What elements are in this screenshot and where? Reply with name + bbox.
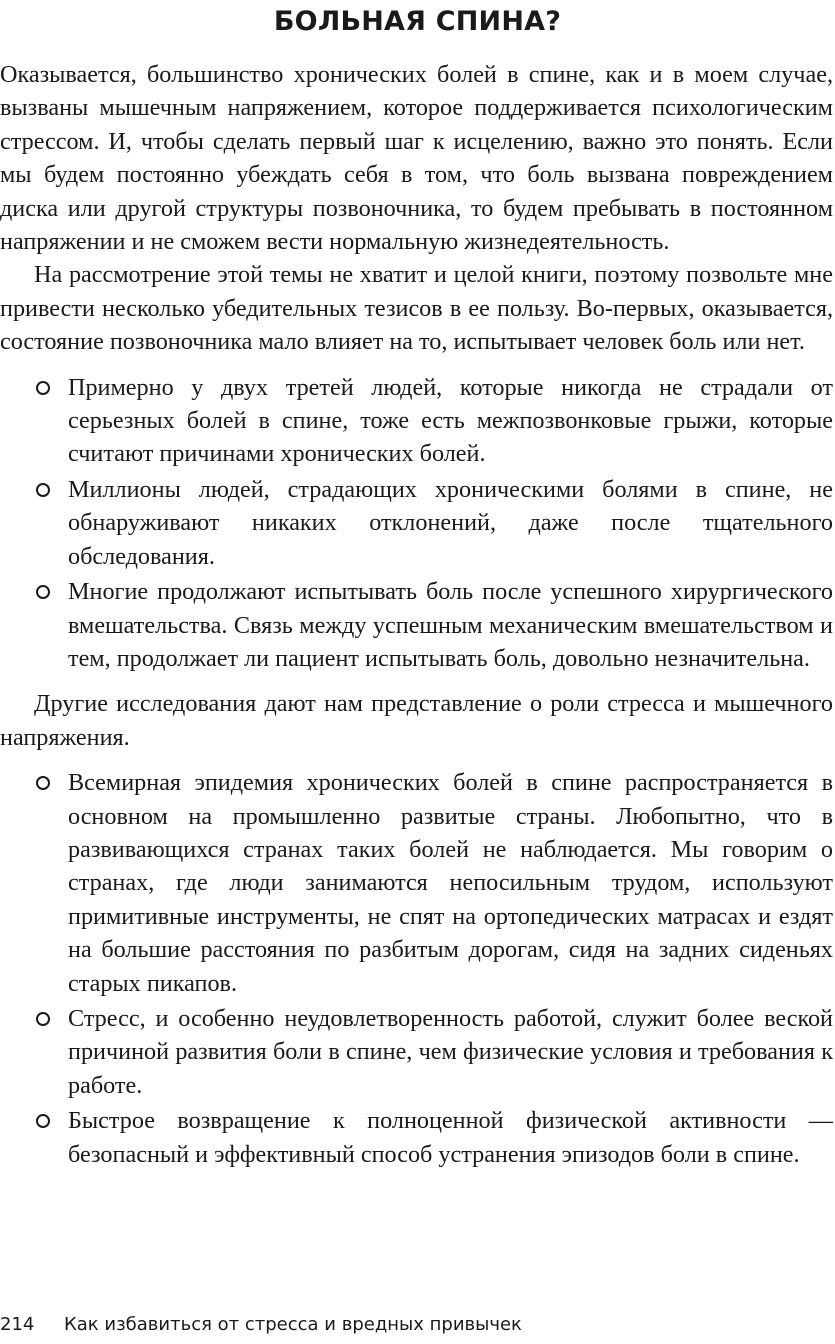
circle-bullet-icon [36,1114,50,1128]
running-title: Как избавиться от стресса и вредных привычек [64,1314,522,1335]
paragraph-2: На рассмотрение этой темы не хватит и целой книги, поэтому позвольте мне привести несколько убедительных тезисов в ее пользу. Во-первых, оказывается, состояние позвоночника мало влияет на то, испытывает человек боль или нет. [0,261,833,356]
circle-bullet-icon [36,483,50,497]
paragraph-3: Другие исследования дают нам представление о роли стресса и мышечного напряжения. [0,690,833,751]
paragraph-1: Оказывается, большинство хронических болей в спине, как и в моем случае, вызваны мышечным напряжением, которое поддерживается психологическим стрессом. И, чтобы сделать первый шаг к исцелению, важно это понять. Если мы будем постоянно убеждать себя в том, что боль вызвана повреждением диска или другой структуры позвоночника, то будем пребывать в постоянном напряжении и не сможем вести нормальную жизнедеятельность. [0,61,833,256]
circle-bullet-icon [36,1012,50,1026]
page-footer [0,1313,835,1337]
list-item [0,1104,833,1171]
circle-bullet-icon [36,381,50,395]
section-heading: БОЛЬНАЯ СПИНА? [273,6,562,37]
list-item [0,371,833,471]
list-item [0,1002,833,1102]
list-item-text: Примерно у двух третей людей, которые никогда не страдали от серьезных болей в спине, тоже есть межпозвонковые грыжи, которые считают причинами хронических болей. [68,373,833,468]
circle-bullet-icon [36,776,50,790]
list-item [0,473,833,573]
body-text [0,58,833,1173]
page-number: 214 [0,1314,35,1335]
list-item [0,575,833,675]
circle-bullet-icon [36,585,50,599]
bullet-list-2 [0,766,833,1171]
list-item-text: Многие продолжают испытывать боль после успешного хирургического вмешательства. Связь между успешным механическим вмешательством и тем, продолжает ли пациент испытывать боль, довольно незначительна. [68,578,833,672]
bullet-list-1 [0,371,833,676]
list-item-text: Стресс, и особенно неудовлетворенность работой, служит более веской причиной развития боли в спине, чем физические условия и требования к работе. [68,1004,833,1099]
list-item-text: Всемирная эпидемия хронических болей в спине распространяется в основном на промышленно развитые страны. Любопытно, что в развивающихся странах таких болей не наблюдается. Мы говорим о странах, где люди занимаются непосильным трудом, используют примитивные инструменты, не спят на ортопедических матрасах и ездят на большие расстояния по разбитым дорогам, сидя на задних сиденьях старых пикапов. [68,769,833,997]
list-item-text: Быстрое возвращение к полноценной физической активности — безопасный и эффективный способ устранения эпизодов боли в спине. [68,1107,833,1168]
list-item-text: Миллионы людей, страдающих хроническими болями в спине, не обнаруживают никаких отклонений, даже после тщательного обследования. [68,475,833,570]
list-item [0,766,833,1000]
